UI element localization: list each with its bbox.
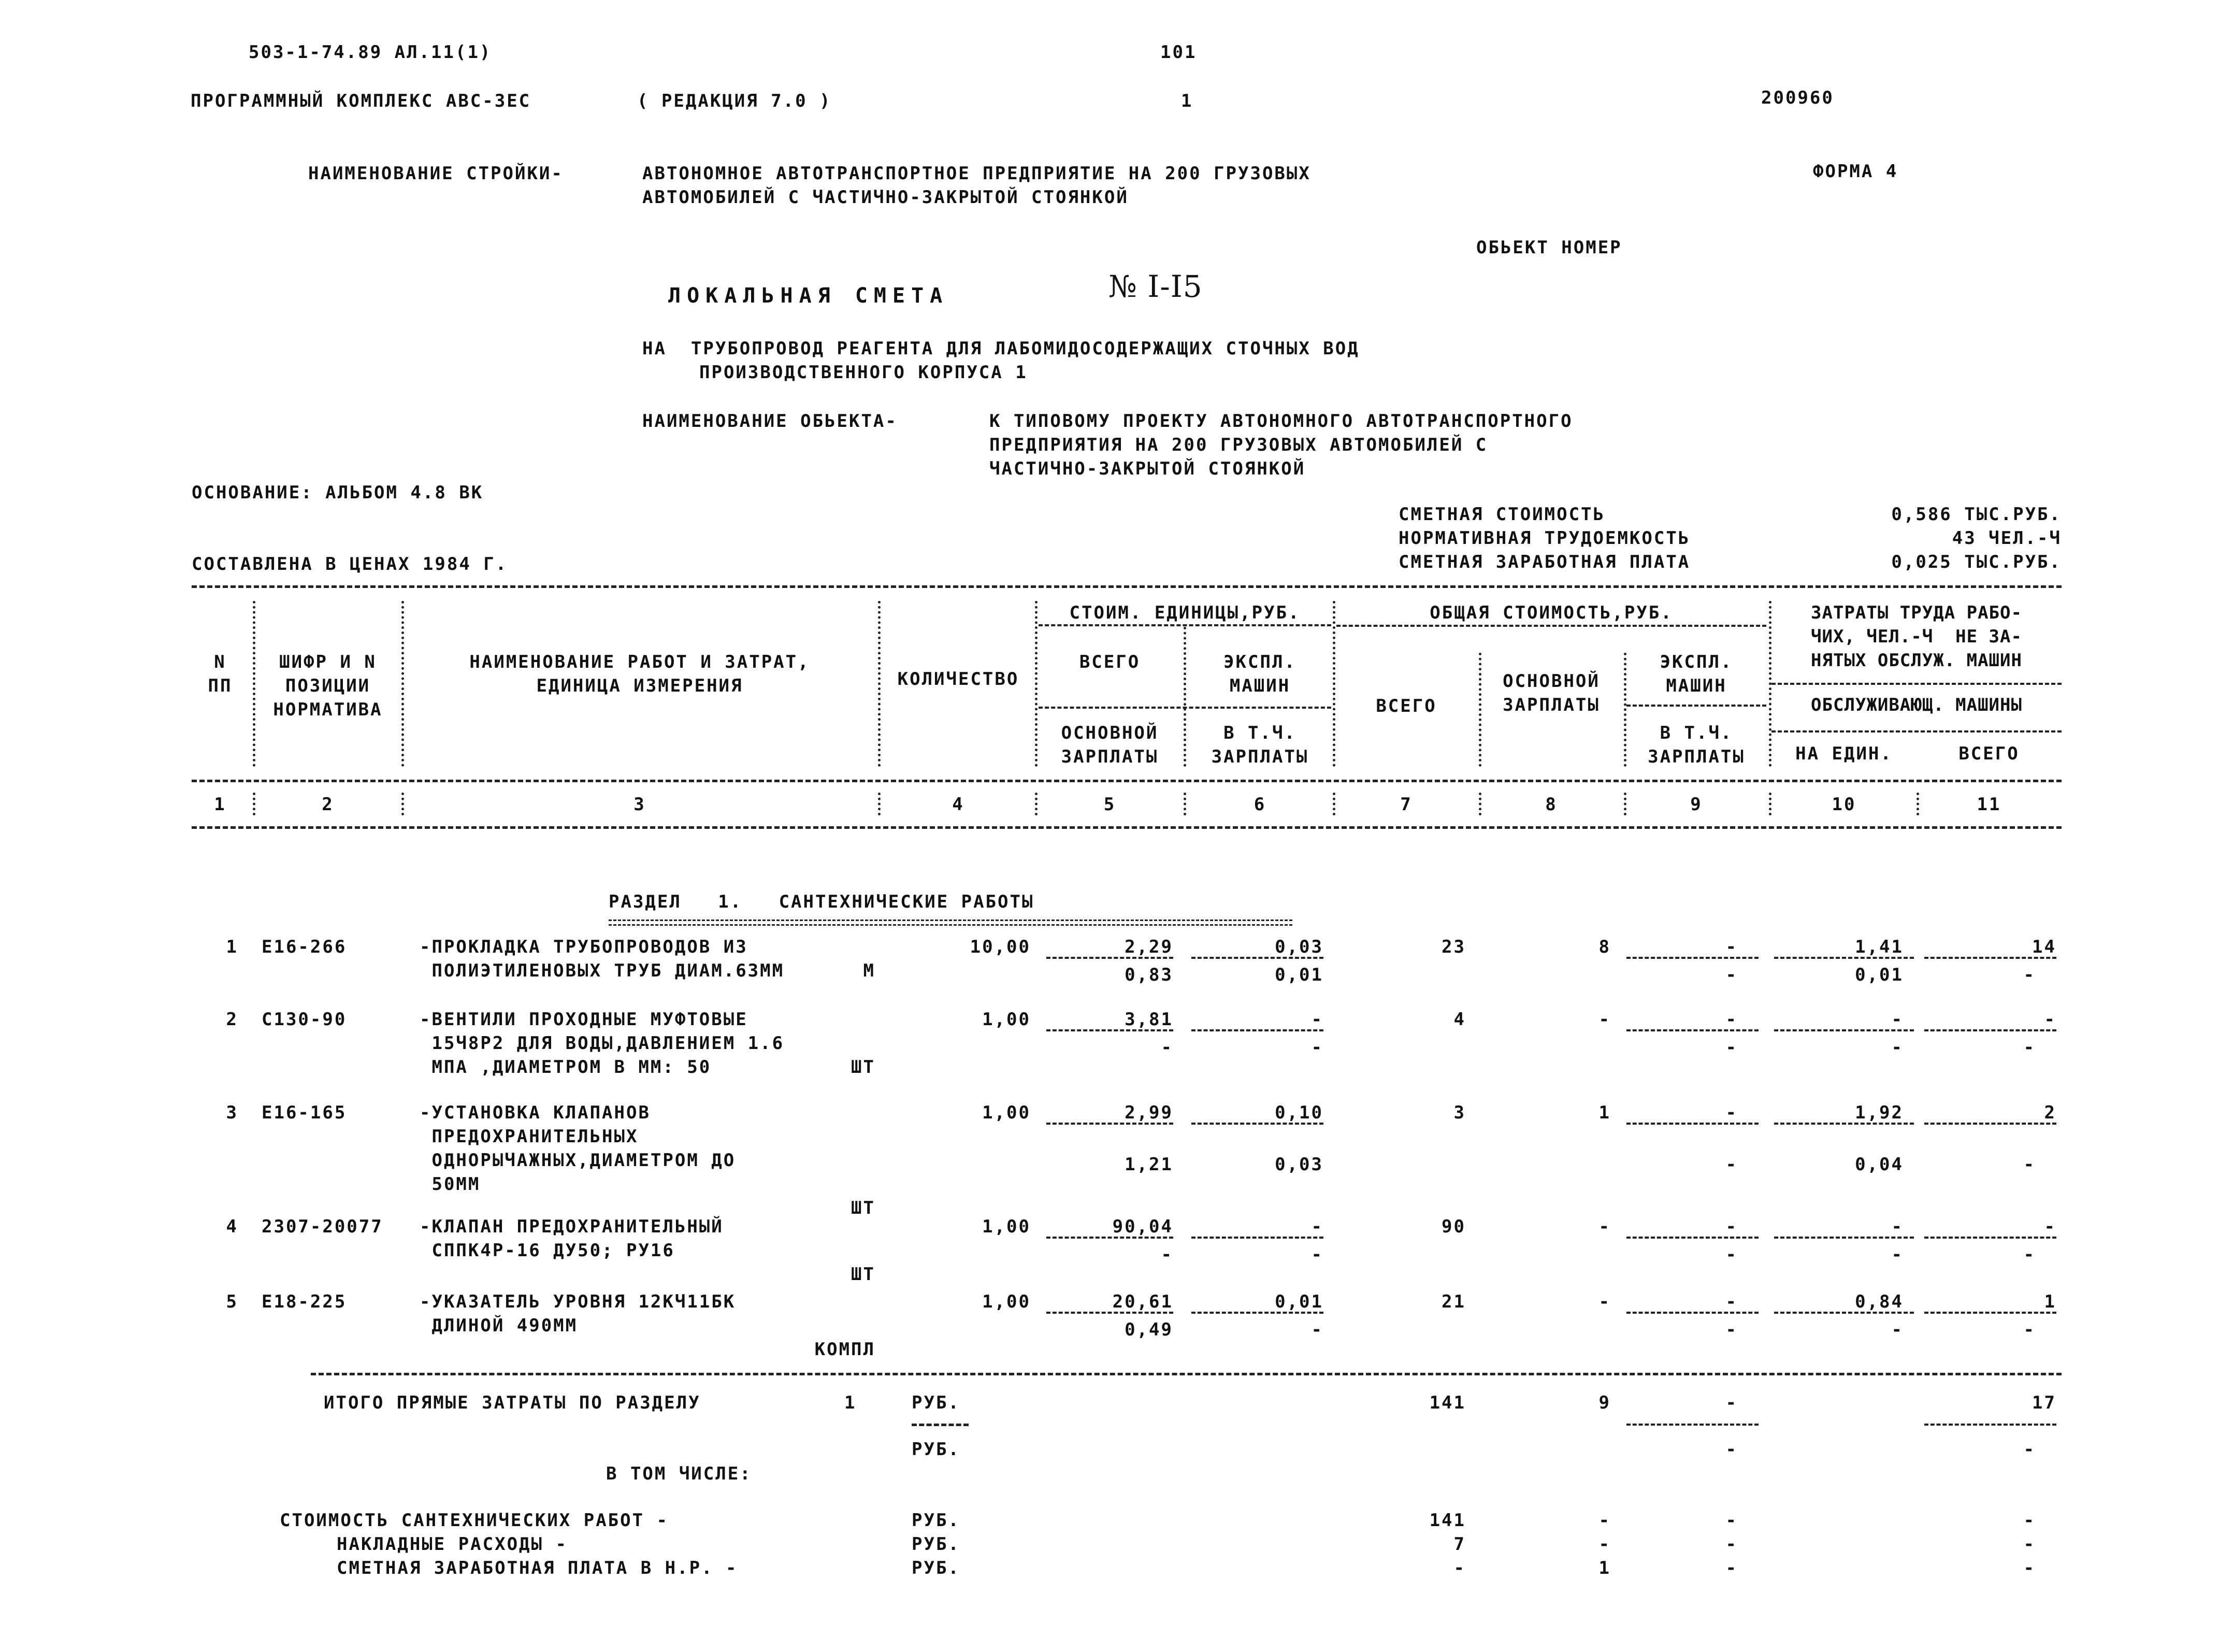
row-total-wage: 8 <box>1598 937 1611 957</box>
breakdown-wage: - <box>1598 1510 1611 1531</box>
construction-name-line1: АВТОНОМНОЕ АВТОТРАНСПОРТНОЕ ПРЕДПРИЯТИЕ НА 200 ГРУЗОВЫХ <box>642 163 1311 184</box>
totals-wage: 9 <box>1598 1392 1611 1413</box>
col-header-4: КОЛИЧЕСТВО <box>897 669 1019 689</box>
row-unit-machine-wage: 0,03 <box>1275 1154 1323 1175</box>
document-number: 200960 <box>1761 88 1834 108</box>
col-header-1: N ПП <box>208 652 233 696</box>
including-label: В ТОМ ЧИСЛЕ: <box>606 1463 752 1484</box>
breakdown-labor: - <box>2023 1558 2036 1578</box>
totals-separator <box>311 1373 2062 1375</box>
col-number-1: 1 <box>214 794 226 815</box>
row-labor-unit-machines: - <box>1891 1244 1904 1265</box>
row-quantity: 1,00 <box>982 1102 1031 1123</box>
row-total-wage: 1 <box>1598 1102 1611 1123</box>
row-name: -КЛАПАН ПРЕДОХРАНИТЕЛЬНЫЙ СППК4Р-16 ДУ50; РУ16 <box>420 1216 724 1261</box>
breakdown-unit: РУБ. <box>912 1510 960 1531</box>
col-header-9b: В Т.Ч. ЗАРПЛАТЫ <box>1648 723 1745 767</box>
summary-value-wage: 0,025 ТЫС.РУБ. <box>1891 552 2062 572</box>
estimate-subject-line1: НА ТРУБОПРОВОД РЕАГЕНТА ДЛЯ ЛАБОМИДОСОДЕРЖАЩИХ СТОЧНЫХ ВОД <box>642 338 1360 359</box>
breakdown-label: НАКЛАДНЫЕ РАСХОДЫ - <box>337 1534 568 1555</box>
row-unit-machine-wage: - <box>1311 1319 1323 1340</box>
row-unit-wage: 1,21 <box>1125 1154 1173 1175</box>
row-labor-unit: 1,92 <box>1855 1102 1904 1123</box>
row-labor-unit: 1,41 <box>1855 937 1904 957</box>
row-unit: ШТ <box>851 1264 875 1285</box>
col-number-9: 9 <box>1690 794 1703 815</box>
breakdown-total-cost: - <box>1453 1558 1466 1578</box>
totals-unit-underline <box>912 1424 969 1426</box>
col-number-4: 4 <box>952 794 964 815</box>
col-number-3: 3 <box>633 794 646 815</box>
col-header-5b: ОСНОВНОЙ ЗАРПЛАТЫ <box>1061 723 1159 767</box>
row-labor-total-machines: - <box>2023 1154 2036 1175</box>
row-total-wage: - <box>1598 1216 1611 1237</box>
totals-total-cost: 141 <box>1429 1392 1466 1413</box>
breakdown-total-cost: 7 <box>1453 1534 1466 1555</box>
col-number-2: 2 <box>322 794 334 815</box>
breakdown-label: СТОИМОСТЬ САНТЕХНИЧЕСКИХ РАБОТ - <box>280 1510 669 1531</box>
breakdown-machines: - <box>1725 1510 1738 1531</box>
row-total-cost: 3 <box>1453 1102 1466 1123</box>
summary-label-labor: НОРМАТИВНАЯ ТРУДОЕМКОСТЬ <box>1399 528 1691 549</box>
breakdown-labor: - <box>2023 1534 2036 1555</box>
row-number: 2 <box>226 1009 238 1030</box>
row-total-machines: - <box>1725 1216 1738 1237</box>
row-labor-unit-machines: - <box>1891 1037 1904 1058</box>
col-header-10: НА ЕДИН. <box>1795 743 1893 764</box>
row-name: -УСТАНОВКА КЛАПАНОВ ПРЕДОХРАНИТЕЛЬНЫХ ОДНОРЫЧАЖНЫХ,ДИАМЕТРОМ ДО 50ММ <box>420 1102 736 1195</box>
row-unit-machine-wage: - <box>1311 1037 1323 1058</box>
col-header-3: НАИМЕНОВАНИЕ РАБОТ И ЗАТРАТ, ЕДИНИЦА ИЗМЕРЕНИЯ <box>469 652 810 696</box>
summary-label-wage: СМЕТНАЯ ЗАРАБОТНАЯ ПЛАТА <box>1399 552 1691 572</box>
row-unit-machines: 0,01 <box>1275 1291 1323 1312</box>
row-unit-machines: 0,03 <box>1275 937 1323 957</box>
program-name: ПРОГРАММНЫЙ КОМПЛЕКС АВС-3ЕС <box>191 91 531 111</box>
totals-labor: 17 <box>2032 1392 2056 1413</box>
row-total-machine-wage: - <box>1725 1154 1738 1175</box>
breakdown-total-cost: 141 <box>1429 1510 1466 1531</box>
row-labor-unit-machines: 0,04 <box>1855 1154 1904 1175</box>
estimate-subject-line2: ПРОИЗВОДСТВЕННОГО КОРПУСА 1 <box>699 362 1028 383</box>
row-name: -ПРОКЛАДКА ТРУБОПРОВОДОВ ИЗ ПОЛИЭТИЛЕНОВЫХ ТРУБ ДИАМ.63ММ <box>420 937 785 981</box>
col-header-6b: В Т.Ч. ЗАРПЛАТЫ <box>1211 723 1309 767</box>
totals-labor-2: - <box>2023 1439 2036 1460</box>
row-unit-total: 90,04 <box>1112 1216 1173 1237</box>
row-unit: ШТ <box>851 1198 875 1218</box>
row-total-machines: - <box>1725 1102 1738 1123</box>
row-name: -УКАЗАТЕЛЬ УРОВНЯ 12КЧ11БК ДЛИНОЙ 490ММ <box>420 1291 736 1336</box>
row-total-machines: - <box>1725 937 1738 957</box>
col-header-8: ОСНОВНОЙ ЗАРПЛАТЫ <box>1503 671 1600 715</box>
row-quantity: 1,00 <box>982 1291 1031 1312</box>
row-unit: ШТ <box>851 1057 875 1078</box>
row-labor-total: 1 <box>2044 1291 2056 1312</box>
row-unit-total: 3,81 <box>1125 1009 1173 1030</box>
estimate-title: ЛОКАЛЬНАЯ СМЕТА <box>668 284 949 308</box>
row-unit-total: 2,99 <box>1125 1102 1173 1123</box>
row-code: 2307-20077 <box>262 1216 383 1237</box>
row-number: 4 <box>226 1216 238 1237</box>
object-label: НАИМЕНОВАНИЕ ОБЬЕКТА- <box>642 411 898 432</box>
object-name-line3: ЧАСТИЧНО-ЗАКРЫТОЙ СТОЯНКОЙ <box>989 458 1306 479</box>
col-number-6: 6 <box>1254 794 1266 815</box>
row-total-machines: - <box>1725 1291 1738 1312</box>
totals-section-number: 1 <box>844 1392 857 1413</box>
row-quantity: 1,00 <box>982 1216 1031 1237</box>
col-number-10: 10 <box>1832 794 1856 815</box>
col-header-6: ЭКСПЛ. МАШИН <box>1223 652 1296 696</box>
row-total-cost: 23 <box>1442 937 1466 957</box>
row-total-cost: 90 <box>1442 1216 1466 1237</box>
row-total-wage: - <box>1598 1009 1611 1030</box>
row-code: Е16-165 <box>262 1102 347 1123</box>
section-title: РАЗДЕЛ 1. САНТЕХНИЧЕСКИЕ РАБОТЫ <box>609 892 1034 912</box>
row-labor-total: 14 <box>2032 937 2056 957</box>
basis: ОСНОВАНИЕ: АЛЬБОМ 4.8 ВК <box>192 482 484 503</box>
col-header-total-cost: ОБЩАЯ СТОИМОСТЬ,РУБ. <box>1430 602 1673 623</box>
row-unit-machine-wage: 0,01 <box>1275 965 1323 985</box>
totals-machines-wage: - <box>1725 1439 1738 1460</box>
row-unit: М <box>863 960 875 981</box>
col-number-7: 7 <box>1400 794 1413 815</box>
row-unit-wage: 0,49 <box>1125 1319 1173 1340</box>
breakdown-unit: РУБ. <box>912 1558 960 1578</box>
price-level: СОСТАВЛЕНА В ЦЕНАХ 1984 Г. <box>192 554 508 574</box>
section-underline <box>609 920 1292 926</box>
row-total-cost: 4 <box>1453 1009 1466 1030</box>
breakdown-wage: - <box>1598 1534 1611 1555</box>
row-labor-unit-machines: 0,01 <box>1855 965 1904 985</box>
summary-label-cost: СМЕТНАЯ СТОИМОСТЬ <box>1399 504 1605 525</box>
row-labor-total-machines: - <box>2023 1244 2036 1265</box>
row-name: -ВЕНТИЛИ ПРОХОДНЫЕ МУФТОВЫЕ 15Ч8Р2 ДЛЯ ВОДЫ,ДАВЛЕНИЕМ 1.6 МПА ,ДИАМЕТРОМ В ММ: 50 <box>420 1009 785 1078</box>
row-unit-total: 20,61 <box>1112 1291 1173 1312</box>
row-unit-wage: - <box>1161 1037 1173 1058</box>
row-number: 1 <box>226 937 238 957</box>
summary-value-labor: 43 ЧЕЛ.-Ч <box>1952 528 2062 549</box>
col-header-unit-cost: СТОИМ. ЕДИНИЦЫ,РУБ. <box>1069 602 1301 623</box>
row-code: С130-90 <box>262 1009 347 1030</box>
breakdown-unit: РУБ. <box>912 1534 960 1555</box>
col-number-8: 8 <box>1545 794 1558 815</box>
construction-name-line2: АВТОМОБИЛЕЙ С ЧАСТИЧНО-ЗАКРЫТОЙ СТОЯНКОЙ <box>642 187 1129 208</box>
page-number: 101 <box>1160 42 1197 63</box>
row-unit-machine-wage: - <box>1311 1244 1323 1265</box>
breakdown-label: СМЕТНАЯ ЗАРАБОТНАЯ ПЛАТА В Н.Р. - <box>337 1558 738 1578</box>
row-total-machine-wage: - <box>1725 1037 1738 1058</box>
row-labor-unit: 0,84 <box>1855 1291 1904 1312</box>
totals-unit: РУБ. <box>912 1392 960 1413</box>
row-total-cost: 21 <box>1442 1291 1466 1312</box>
row-total-machine-wage: - <box>1725 1319 1738 1340</box>
row-number: 3 <box>226 1102 238 1123</box>
row-number: 5 <box>226 1291 238 1312</box>
estimate-number: № I-I5 <box>1108 269 1203 304</box>
row-total-machines: - <box>1725 1009 1738 1030</box>
breakdown-labor: - <box>2023 1510 2036 1531</box>
col-header-labor-machines: ОБСЛУЖИВАЮЩ. МАШИНЫ <box>1811 695 2022 715</box>
row-quantity: 1,00 <box>982 1009 1031 1030</box>
row-labor-total: - <box>2044 1216 2056 1237</box>
row-labor-unit: - <box>1891 1216 1904 1237</box>
program-edition: ( РЕДАКЦИЯ 7.0 ) <box>637 91 832 111</box>
col-header-2: ШИФР И N ПОЗИЦИИ НОРМАТИВА <box>273 652 383 720</box>
row-labor-total: 2 <box>2044 1102 2056 1123</box>
totals-unit-2: РУБ. <box>912 1439 960 1460</box>
col-header-7: ВСЕГО <box>1376 696 1437 716</box>
row-unit: КОМПЛ <box>814 1339 875 1360</box>
breakdown-machines: - <box>1725 1558 1738 1578</box>
row-quantity: 10,00 <box>970 937 1031 957</box>
col-header-9: ЭКСПЛ. МАШИН <box>1660 652 1733 696</box>
row-unit-machines: 0,10 <box>1275 1102 1323 1123</box>
row-unit-machines: - <box>1311 1009 1323 1030</box>
construction-label: НАИМЕНОВАНИЕ СТРОЙКИ- <box>308 163 564 184</box>
col-number-5: 5 <box>1103 794 1116 815</box>
breakdown-machines: - <box>1725 1534 1738 1555</box>
row-unit-wage: - <box>1161 1244 1173 1265</box>
row-labor-total-machines: - <box>2023 1037 2036 1058</box>
row-unit-wage: 0,83 <box>1125 965 1173 985</box>
row-labor-unit-machines: - <box>1891 1319 1904 1340</box>
totals-label: ИТОГО ПРЯМЫЕ ЗАТРАТЫ ПО РАЗДЕЛУ <box>324 1392 701 1413</box>
sheet-number: 1 <box>1181 91 1193 111</box>
row-labor-total: - <box>2044 1009 2056 1030</box>
row-code: Е16-266 <box>262 937 347 957</box>
totals-machines: - <box>1725 1392 1738 1413</box>
row-unit-total: 2,29 <box>1125 937 1173 957</box>
row-total-machine-wage: - <box>1725 1244 1738 1265</box>
object-number-label: ОБЬЕКТ НОМЕР <box>1476 237 1622 258</box>
col-number-11: 11 <box>1977 794 2001 815</box>
summary-value-cost: 0,586 ТЫС.РУБ. <box>1891 504 2062 525</box>
row-total-wage: - <box>1598 1291 1611 1312</box>
col-header-labor: ЗАТРАТЫ ТРУДА РАБО- ЧИХ, ЧЕЛ.-Ч НЕ ЗА- НЯТЫХ ОБСЛУЖ. МАШИН <box>1811 602 2022 671</box>
row-unit-machines: - <box>1311 1216 1323 1237</box>
col-header-5: ВСЕГО <box>1079 652 1141 672</box>
col-header-11: ВСЕГО <box>1958 743 2020 764</box>
object-name-line2: ПРЕДПРИЯТИЯ НА 200 ГРУЗОВЫХ АВТОМОБИЛЕЙ С <box>989 435 1488 455</box>
object-name-line1: К ТИПОВОМУ ПРОЕКТУ АВТОНОМНОГО АВТОТРАНСПОРТНОГО <box>989 411 1573 432</box>
form-number: ФОРМА 4 <box>1813 161 1898 182</box>
row-code: Е18-225 <box>262 1291 347 1312</box>
row-labor-total-machines: - <box>2023 1319 2036 1340</box>
row-total-machine-wage: - <box>1725 965 1738 985</box>
row-labor-unit: - <box>1891 1009 1904 1030</box>
document-code: 503-1-74.89 АЛ.11(1) <box>249 42 492 63</box>
breakdown-wage: 1 <box>1598 1558 1611 1578</box>
row-labor-total-machines: - <box>2023 965 2036 985</box>
